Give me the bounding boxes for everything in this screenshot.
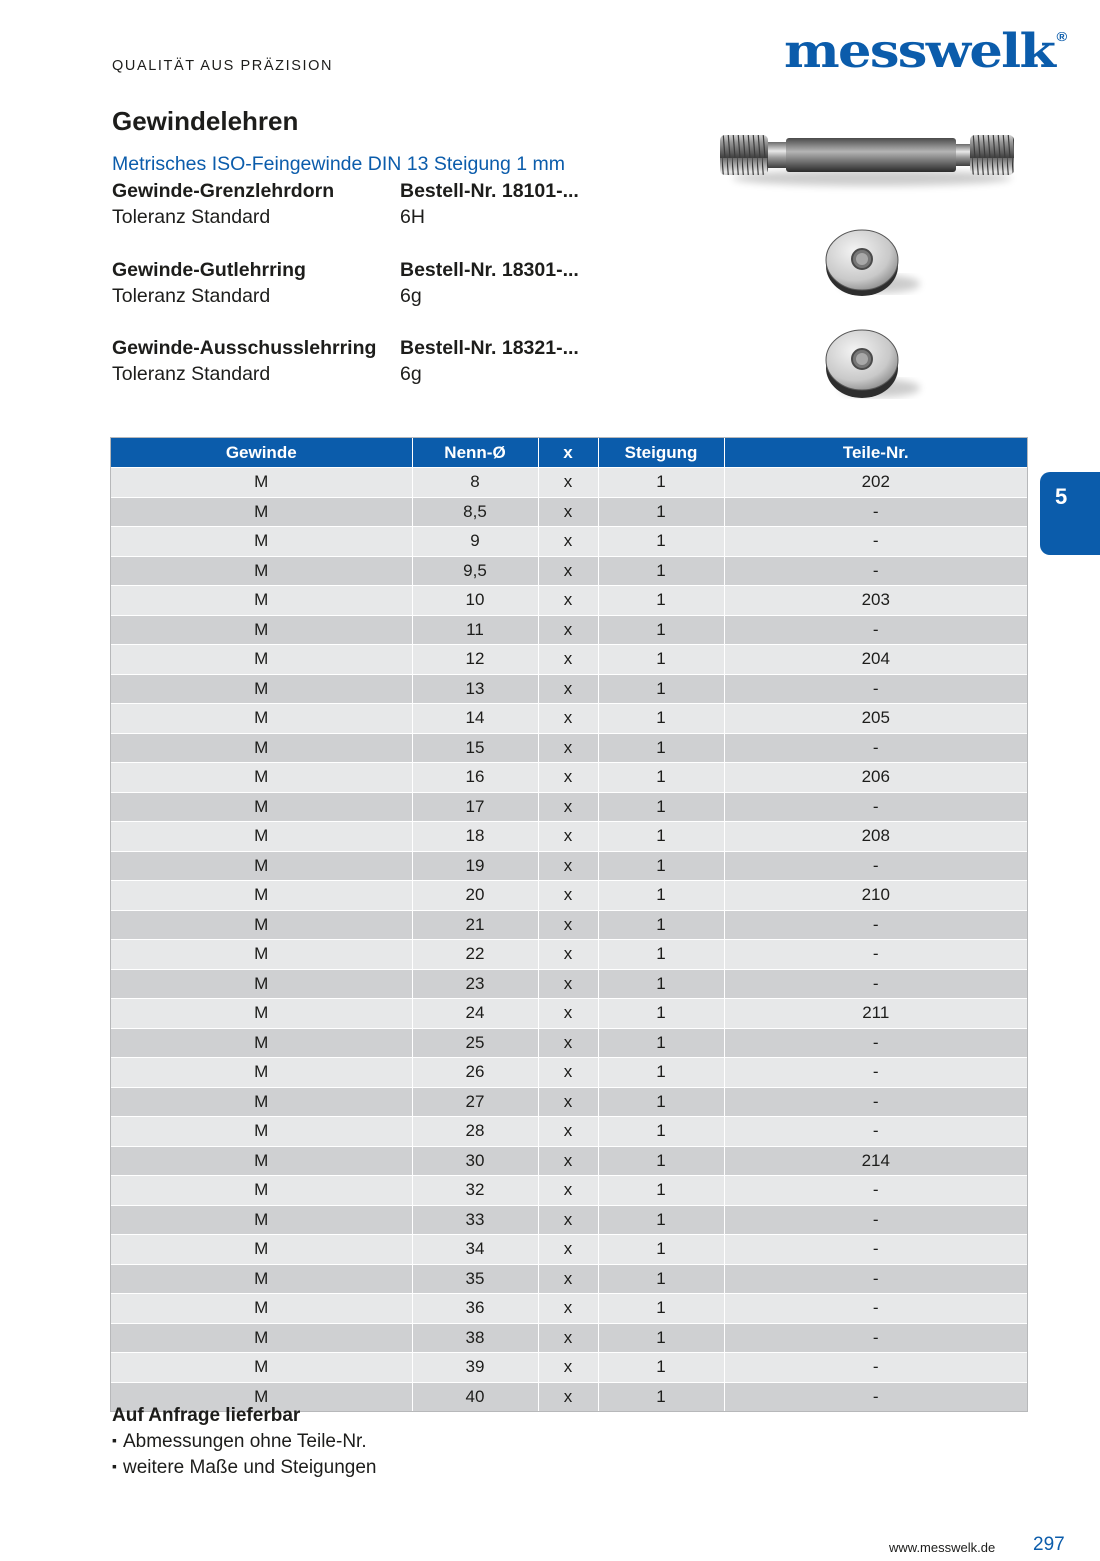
tolerance-label: Toleranz Standard xyxy=(112,206,271,228)
table-body xyxy=(111,468,1027,1412)
cell-teile-nr: - xyxy=(724,1058,1027,1088)
note-item: ▪ Abmessungen ohne Teile-Nr. xyxy=(112,1429,376,1455)
cell-gewinde: M xyxy=(111,1323,412,1353)
product-name: Gewinde-Grenzlehrdorn xyxy=(112,180,335,202)
cell-gewinde: M xyxy=(111,645,412,675)
cell-x: x xyxy=(538,1117,598,1147)
cell-x: x xyxy=(538,645,598,675)
table-row xyxy=(111,586,1027,616)
cell-teile-nr: - xyxy=(724,1382,1027,1411)
cell-x: x xyxy=(538,527,598,557)
cell-teile-nr: 206 xyxy=(724,763,1027,793)
table-row xyxy=(111,733,1027,763)
cell-gewinde: M xyxy=(111,792,412,822)
cell-teile-nr: - xyxy=(724,1353,1027,1383)
cell-teile-nr: - xyxy=(724,615,1027,645)
cell-x: x xyxy=(538,1294,598,1324)
product-ausschusslehrring xyxy=(112,335,579,387)
cell-steigung: 1 xyxy=(598,733,724,763)
cell-steigung: 1 xyxy=(598,940,724,970)
cell-teile-nr: - xyxy=(724,674,1027,704)
table-row xyxy=(111,940,1027,970)
header-gewinde: Gewinde xyxy=(111,438,412,468)
cell-gewinde: M xyxy=(111,822,412,852)
cell-steigung: 1 xyxy=(598,556,724,586)
cell-teile-nr: 211 xyxy=(724,999,1027,1029)
product-name: Gewinde-Gutlehrring xyxy=(112,259,306,281)
cell-nenn-durchmesser: 11 xyxy=(412,615,538,645)
cell-gewinde: M xyxy=(111,674,412,704)
cell-nenn-durchmesser: 27 xyxy=(412,1087,538,1117)
cell-gewinde: M xyxy=(111,999,412,1029)
cell-gewinde: M xyxy=(111,910,412,940)
cell-gewinde: M xyxy=(111,851,412,881)
order-number: Bestell-Nr. 18321-... xyxy=(400,337,579,359)
cell-teile-nr: - xyxy=(724,1323,1027,1353)
thread-ring-gauge-nogo-image xyxy=(818,322,928,406)
cell-steigung: 1 xyxy=(598,822,724,852)
cell-gewinde: M xyxy=(111,704,412,734)
cell-gewinde: M xyxy=(111,1087,412,1117)
cell-steigung: 1 xyxy=(598,1028,724,1058)
cell-teile-nr: - xyxy=(724,940,1027,970)
cell-nenn-durchmesser: 39 xyxy=(412,1353,538,1383)
table-row xyxy=(111,1087,1027,1117)
page-number: 297 xyxy=(1033,1534,1065,1555)
cell-teile-nr: 210 xyxy=(724,881,1027,911)
table-row xyxy=(111,1353,1027,1383)
cell-x: x xyxy=(538,1382,598,1411)
cell-gewinde: M xyxy=(111,881,412,911)
cell-x: x xyxy=(538,851,598,881)
cell-steigung: 1 xyxy=(598,851,724,881)
registered-mark: ® xyxy=(1056,29,1068,44)
cell-steigung: 1 xyxy=(598,1323,724,1353)
table-row xyxy=(111,615,1027,645)
cell-nenn-durchmesser: 24 xyxy=(412,999,538,1029)
cell-gewinde: M xyxy=(111,586,412,616)
note-title: Auf Anfrage lieferbar xyxy=(112,1405,301,1426)
cell-nenn-durchmesser: 36 xyxy=(412,1294,538,1324)
cell-x: x xyxy=(538,1205,598,1235)
cell-x: x xyxy=(538,615,598,645)
cell-nenn-durchmesser: 26 xyxy=(412,1058,538,1088)
cell-nenn-durchmesser: 40 xyxy=(412,1382,538,1411)
table-row xyxy=(111,704,1027,734)
table-row xyxy=(111,1146,1027,1176)
cell-x: x xyxy=(538,497,598,527)
cell-nenn-durchmesser: 33 xyxy=(412,1205,538,1235)
cell-x: x xyxy=(538,468,598,498)
cell-steigung: 1 xyxy=(598,615,724,645)
cell-x: x xyxy=(538,733,598,763)
cell-steigung: 1 xyxy=(598,910,724,940)
table-row xyxy=(111,999,1027,1029)
cell-gewinde: M xyxy=(111,1353,412,1383)
cell-teile-nr: - xyxy=(724,1028,1027,1058)
table-row xyxy=(111,792,1027,822)
cell-x: x xyxy=(538,1235,598,1265)
cell-nenn-durchmesser: 35 xyxy=(412,1264,538,1294)
section-tab-label: 5 xyxy=(1055,484,1068,509)
cell-nenn-durchmesser: 16 xyxy=(412,763,538,793)
brand-logo xyxy=(784,24,1068,79)
tolerance-value: 6H xyxy=(400,206,425,228)
cell-teile-nr: - xyxy=(724,1264,1027,1294)
cell-gewinde: M xyxy=(111,1294,412,1324)
cell-steigung: 1 xyxy=(598,1058,724,1088)
table-row xyxy=(111,556,1027,586)
logo-text: messwelk xyxy=(784,24,1055,79)
header-x: x xyxy=(538,438,598,468)
cell-steigung: 1 xyxy=(598,468,724,498)
cell-steigung: 1 xyxy=(598,1117,724,1147)
cell-steigung: 1 xyxy=(598,1353,724,1383)
cell-gewinde: M xyxy=(111,1146,412,1176)
table-row xyxy=(111,1294,1027,1324)
cell-x: x xyxy=(538,1146,598,1176)
cell-teile-nr: - xyxy=(724,1117,1027,1147)
cell-gewinde: M xyxy=(111,1028,412,1058)
cell-gewinde: M xyxy=(111,1235,412,1265)
table-row xyxy=(111,527,1027,557)
cell-x: x xyxy=(538,910,598,940)
note-item: ▪ weitere Maße und Steigungen xyxy=(112,1455,376,1481)
cell-steigung: 1 xyxy=(598,1087,724,1117)
cell-teile-nr: 203 xyxy=(724,586,1027,616)
cell-x: x xyxy=(538,940,598,970)
cell-nenn-durchmesser: 28 xyxy=(412,1117,538,1147)
cell-teile-nr: - xyxy=(724,969,1027,999)
cell-steigung: 1 xyxy=(598,999,724,1029)
cell-steigung: 1 xyxy=(598,1176,724,1206)
section-tab[interactable] xyxy=(1040,472,1100,555)
table-row xyxy=(111,1058,1027,1088)
cell-x: x xyxy=(538,674,598,704)
cell-teile-nr: - xyxy=(724,1087,1027,1117)
table-row xyxy=(111,1205,1027,1235)
tolerance-value: 6g xyxy=(400,285,422,307)
cell-gewinde: M xyxy=(111,468,412,498)
thread-plug-gauge-image xyxy=(712,118,1022,208)
cell-gewinde: M xyxy=(111,1205,412,1235)
cell-teile-nr: 202 xyxy=(724,468,1027,498)
cell-teile-nr: 214 xyxy=(724,1146,1027,1176)
cell-steigung: 1 xyxy=(598,1205,724,1235)
cell-nenn-durchmesser: 14 xyxy=(412,704,538,734)
cell-teile-nr: - xyxy=(724,1235,1027,1265)
cell-teile-nr: - xyxy=(724,851,1027,881)
cell-nenn-durchmesser: 30 xyxy=(412,1146,538,1176)
cell-x: x xyxy=(538,999,598,1029)
cell-steigung: 1 xyxy=(598,763,724,793)
cell-steigung: 1 xyxy=(598,674,724,704)
cell-x: x xyxy=(538,1176,598,1206)
tagline: QUALITÄT AUS PRÄZISION xyxy=(112,58,334,74)
cell-steigung: 1 xyxy=(598,497,724,527)
tolerance-value: 6g xyxy=(400,363,422,385)
cell-gewinde: M xyxy=(111,1058,412,1088)
table-row xyxy=(111,881,1027,911)
cell-x: x xyxy=(538,1323,598,1353)
cell-x: x xyxy=(538,586,598,616)
cell-gewinde: M xyxy=(111,556,412,586)
footer-url[interactable]: www.messwelk.de xyxy=(889,1540,996,1555)
cell-steigung: 1 xyxy=(598,792,724,822)
cell-gewinde: M xyxy=(111,940,412,970)
order-number: Bestell-Nr. 18101-... xyxy=(400,180,579,202)
cell-nenn-durchmesser: 10 xyxy=(412,586,538,616)
cell-teile-nr: - xyxy=(724,792,1027,822)
cell-gewinde: M xyxy=(111,615,412,645)
cell-steigung: 1 xyxy=(598,1146,724,1176)
cell-steigung: 1 xyxy=(598,881,724,911)
cell-steigung: 1 xyxy=(598,1235,724,1265)
availability-note xyxy=(112,1403,376,1481)
cell-steigung: 1 xyxy=(598,1294,724,1324)
table-row xyxy=(111,674,1027,704)
tolerance-label: Toleranz Standard xyxy=(112,285,271,307)
thread-ring-gauge-go-image xyxy=(818,222,928,302)
cell-gewinde: M xyxy=(111,1264,412,1294)
cell-gewinde: M xyxy=(111,1176,412,1206)
cell-steigung: 1 xyxy=(598,645,724,675)
cell-teile-nr: - xyxy=(724,1294,1027,1324)
cell-x: x xyxy=(538,822,598,852)
cell-gewinde: M xyxy=(111,733,412,763)
cell-x: x xyxy=(538,792,598,822)
cell-x: x xyxy=(538,1264,598,1294)
table-row xyxy=(111,1323,1027,1353)
page-title: Gewindelehren xyxy=(112,106,299,136)
cell-nenn-durchmesser: 21 xyxy=(412,910,538,940)
cell-teile-nr: 205 xyxy=(724,704,1027,734)
cell-nenn-durchmesser: 38 xyxy=(412,1323,538,1353)
product-grenzlehrdorn xyxy=(112,178,579,230)
cell-steigung: 1 xyxy=(598,527,724,557)
cell-nenn-durchmesser: 9,5 xyxy=(412,556,538,586)
table-row xyxy=(111,1028,1027,1058)
table-row xyxy=(111,497,1027,527)
cell-nenn-durchmesser: 25 xyxy=(412,1028,538,1058)
cell-nenn-durchmesser: 13 xyxy=(412,674,538,704)
cell-teile-nr: - xyxy=(724,527,1027,557)
parts-table xyxy=(111,438,1027,1411)
cell-nenn-durchmesser: 20 xyxy=(412,881,538,911)
header-teile-nr: Teile-Nr. xyxy=(724,438,1027,468)
cell-x: x xyxy=(538,1058,598,1088)
cell-teile-nr: - xyxy=(724,556,1027,586)
cell-steigung: 1 xyxy=(598,969,724,999)
table-row xyxy=(111,1264,1027,1294)
table-row xyxy=(111,910,1027,940)
cell-nenn-durchmesser: 12 xyxy=(412,645,538,675)
cell-nenn-durchmesser: 32 xyxy=(412,1176,538,1206)
cell-nenn-durchmesser: 8,5 xyxy=(412,497,538,527)
cell-gewinde: M xyxy=(111,969,412,999)
table-row xyxy=(111,1235,1027,1265)
cell-teile-nr: - xyxy=(724,733,1027,763)
cell-steigung: 1 xyxy=(598,1382,724,1411)
cell-teile-nr: - xyxy=(724,497,1027,527)
cell-x: x xyxy=(538,881,598,911)
cell-nenn-durchmesser: 8 xyxy=(412,468,538,498)
product-name: Gewinde-Ausschusslehrring xyxy=(112,337,377,359)
table-row xyxy=(111,1176,1027,1206)
table-row xyxy=(111,468,1027,498)
cell-x: x xyxy=(538,1028,598,1058)
cell-x: x xyxy=(538,556,598,586)
cell-nenn-durchmesser: 9 xyxy=(412,527,538,557)
header-nenn-durchmesser: Nenn-Ø xyxy=(412,438,538,468)
product-gutlehrring xyxy=(112,257,579,309)
cell-steigung: 1 xyxy=(598,1264,724,1294)
table-row xyxy=(111,763,1027,793)
cell-nenn-durchmesser: 15 xyxy=(412,733,538,763)
cell-nenn-durchmesser: 17 xyxy=(412,792,538,822)
cell-x: x xyxy=(538,1353,598,1383)
cell-nenn-durchmesser: 19 xyxy=(412,851,538,881)
order-number: Bestell-Nr. 18301-... xyxy=(400,259,579,281)
header-steigung: Steigung xyxy=(598,438,724,468)
tolerance-label: Toleranz Standard xyxy=(112,363,271,385)
cell-teile-nr: 208 xyxy=(724,822,1027,852)
cell-x: x xyxy=(538,763,598,793)
cell-gewinde: M xyxy=(111,527,412,557)
cell-nenn-durchmesser: 34 xyxy=(412,1235,538,1265)
cell-steigung: 1 xyxy=(598,704,724,734)
subtitle: Metrisches ISO-Feingewinde DIN 13 Steigung 1 mm xyxy=(112,153,566,175)
cell-nenn-durchmesser: 22 xyxy=(412,940,538,970)
cell-x: x xyxy=(538,969,598,999)
table-row xyxy=(111,645,1027,675)
table-row xyxy=(111,1117,1027,1147)
cell-teile-nr: - xyxy=(724,910,1027,940)
cell-x: x xyxy=(538,704,598,734)
cell-gewinde: M xyxy=(111,763,412,793)
table-row xyxy=(111,822,1027,852)
cell-steigung: 1 xyxy=(598,586,724,616)
cell-teile-nr: 204 xyxy=(724,645,1027,675)
table-header-row xyxy=(111,438,1027,468)
cell-nenn-durchmesser: 23 xyxy=(412,969,538,999)
cell-gewinde: M xyxy=(111,1117,412,1147)
cell-teile-nr: - xyxy=(724,1176,1027,1206)
table-row xyxy=(111,969,1027,999)
cell-nenn-durchmesser: 18 xyxy=(412,822,538,852)
cell-teile-nr: - xyxy=(724,1205,1027,1235)
cell-gewinde: M xyxy=(111,1382,412,1411)
table-row xyxy=(111,851,1027,881)
cell-gewinde: M xyxy=(111,497,412,527)
cell-x: x xyxy=(538,1087,598,1117)
